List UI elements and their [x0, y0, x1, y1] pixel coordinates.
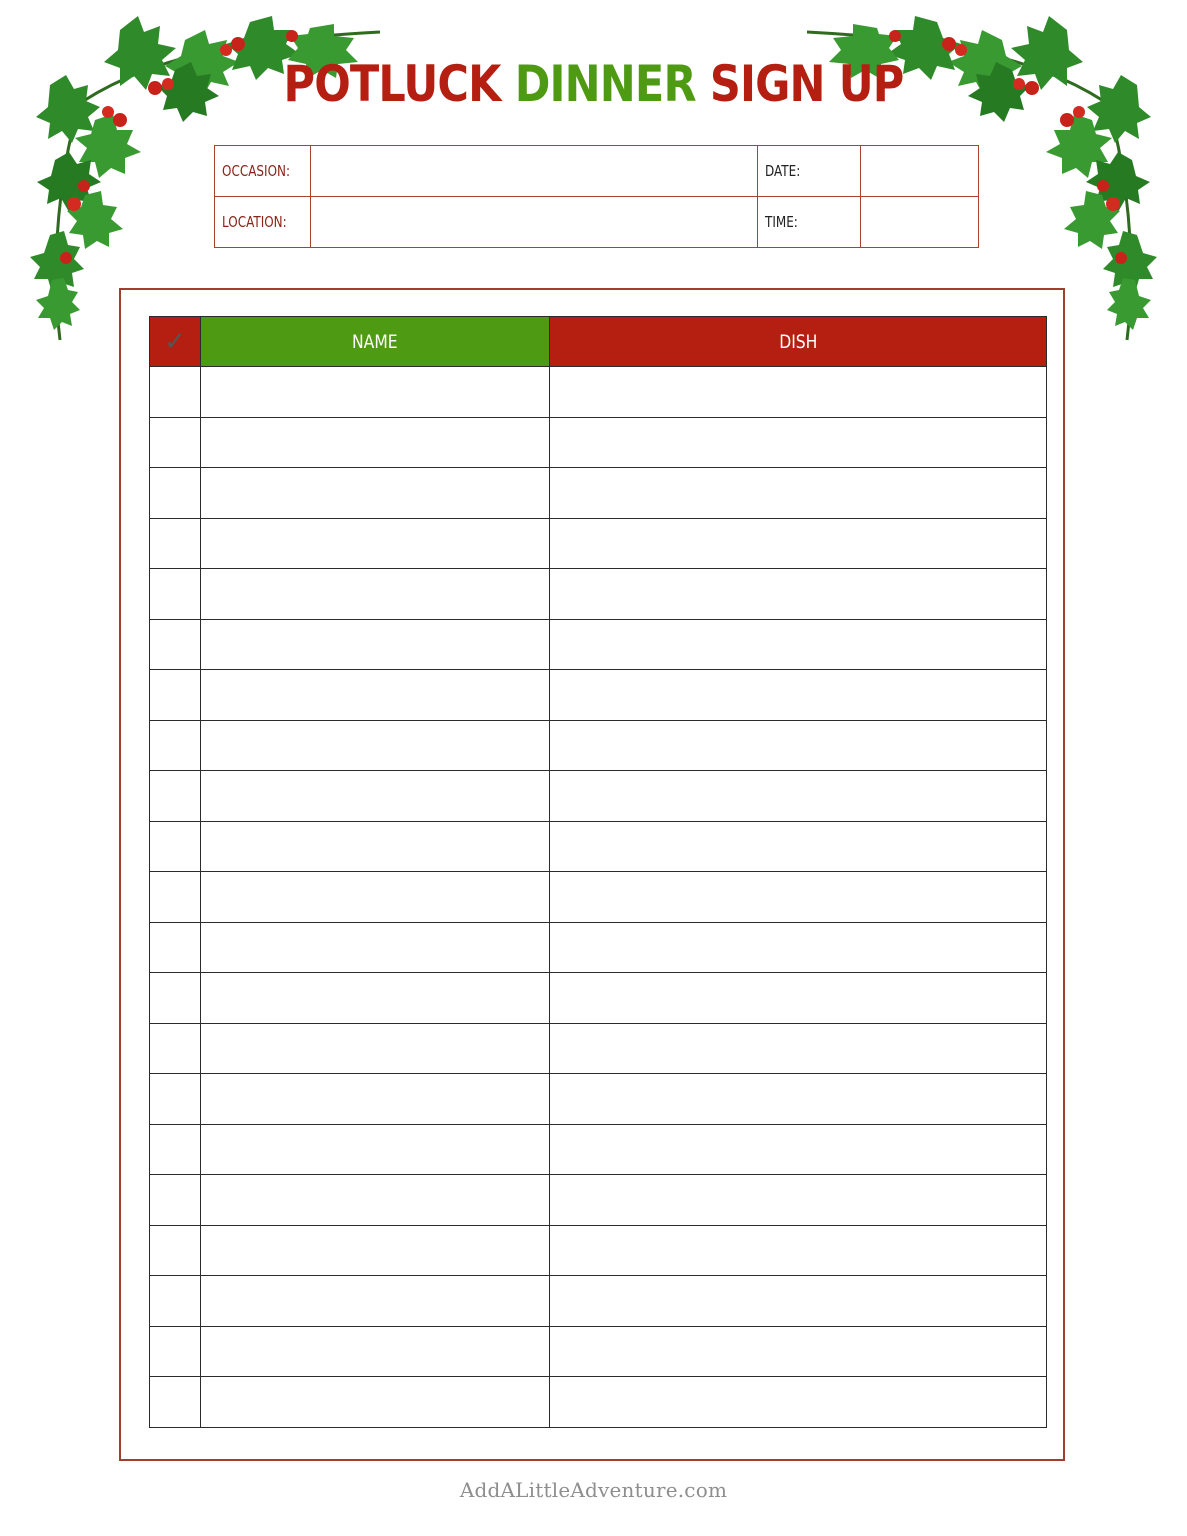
- signup-table: [149, 316, 1047, 1428]
- dish-cell[interactable]: [550, 1377, 1047, 1428]
- table-row: [150, 1225, 1047, 1276]
- name-cell[interactable]: [201, 569, 550, 620]
- name-cell[interactable]: [201, 1124, 550, 1175]
- check-cell[interactable]: [150, 922, 201, 973]
- dish-cell[interactable]: [550, 518, 1047, 569]
- table-row: [150, 1377, 1047, 1428]
- dish-cell[interactable]: [550, 1276, 1047, 1327]
- name-cell[interactable]: [201, 417, 550, 468]
- dish-cell[interactable]: [550, 569, 1047, 620]
- check-cell[interactable]: [150, 1276, 201, 1327]
- dish-cell[interactable]: [550, 720, 1047, 771]
- check-cell[interactable]: [150, 518, 201, 569]
- check-cell[interactable]: [150, 468, 201, 519]
- title-dinner: DINNER: [514, 55, 696, 113]
- name-cell[interactable]: [201, 821, 550, 872]
- name-cell[interactable]: [201, 670, 550, 721]
- name-cell[interactable]: [201, 367, 550, 418]
- occasion-field[interactable]: [311, 146, 758, 197]
- title-sign-up: SIGN UP: [709, 55, 904, 113]
- dish-cell[interactable]: [550, 468, 1047, 519]
- name-cell[interactable]: [201, 1276, 550, 1327]
- event-info-table: [214, 145, 979, 248]
- check-cell[interactable]: [150, 417, 201, 468]
- check-cell[interactable]: [150, 1023, 201, 1074]
- location-row: [215, 197, 979, 248]
- table-row: [150, 1074, 1047, 1125]
- table-row: [150, 872, 1047, 923]
- dish-cell[interactable]: [550, 619, 1047, 670]
- check-cell[interactable]: [150, 1074, 201, 1125]
- check-cell[interactable]: [150, 1326, 201, 1377]
- check-cell[interactable]: [150, 973, 201, 1024]
- signup-header-row: [150, 317, 1047, 367]
- check-cell[interactable]: [150, 619, 201, 670]
- table-row: [150, 417, 1047, 468]
- table-row: [150, 1124, 1047, 1175]
- check-cell[interactable]: [150, 569, 201, 620]
- check-cell[interactable]: [150, 872, 201, 923]
- dish-cell[interactable]: [550, 417, 1047, 468]
- check-cell[interactable]: [150, 1124, 201, 1175]
- date-field[interactable]: [861, 146, 979, 197]
- name-cell[interactable]: [201, 1377, 550, 1428]
- dish-cell[interactable]: [550, 821, 1047, 872]
- dish-cell[interactable]: [550, 771, 1047, 822]
- name-cell[interactable]: [201, 720, 550, 771]
- name-column-header: NAME: [201, 317, 550, 367]
- table-row: [150, 619, 1047, 670]
- table-row: [150, 468, 1047, 519]
- title-potluck: POTLUCK: [283, 55, 501, 113]
- name-cell[interactable]: [201, 1175, 550, 1226]
- check-cell[interactable]: [150, 821, 201, 872]
- check-cell[interactable]: [150, 367, 201, 418]
- table-row: [150, 771, 1047, 822]
- dish-cell[interactable]: [550, 1326, 1047, 1377]
- dish-cell[interactable]: [550, 973, 1047, 1024]
- table-row: [150, 569, 1047, 620]
- checkmark-icon: ✓: [164, 326, 186, 357]
- location-field[interactable]: [311, 197, 758, 248]
- table-row: [150, 367, 1047, 418]
- check-cell[interactable]: [150, 771, 201, 822]
- table-row: [150, 518, 1047, 569]
- dish-cell[interactable]: [550, 1023, 1047, 1074]
- dish-cell[interactable]: [550, 1175, 1047, 1226]
- dish-cell[interactable]: [550, 1225, 1047, 1276]
- name-cell[interactable]: [201, 771, 550, 822]
- dish-cell[interactable]: [550, 922, 1047, 973]
- location-label: LOCATION:: [215, 197, 311, 248]
- dish-cell[interactable]: [550, 670, 1047, 721]
- occasion-label: OCCASION:: [215, 146, 311, 197]
- time-field[interactable]: [861, 197, 979, 248]
- name-cell[interactable]: [201, 518, 550, 569]
- time-label: TIME:: [758, 197, 861, 248]
- check-cell[interactable]: [150, 1225, 201, 1276]
- name-cell[interactable]: [201, 1225, 550, 1276]
- dish-cell[interactable]: [550, 1124, 1047, 1175]
- dish-column-header: DISH: [550, 317, 1047, 367]
- name-cell[interactable]: [201, 872, 550, 923]
- table-row: [150, 1023, 1047, 1074]
- name-cell[interactable]: [201, 619, 550, 670]
- page-title: [83, 52, 1104, 116]
- check-cell[interactable]: [150, 1377, 201, 1428]
- table-row: [150, 1326, 1047, 1377]
- date-label: DATE:: [758, 146, 861, 197]
- table-row: [150, 1276, 1047, 1327]
- name-cell[interactable]: [201, 922, 550, 973]
- table-row: [150, 1175, 1047, 1226]
- name-cell[interactable]: [201, 1326, 550, 1377]
- table-row: [150, 670, 1047, 721]
- check-cell[interactable]: [150, 1175, 201, 1226]
- dish-cell[interactable]: [550, 1074, 1047, 1125]
- check-cell[interactable]: [150, 670, 201, 721]
- dish-cell[interactable]: [550, 367, 1047, 418]
- table-row: [150, 720, 1047, 771]
- footer-website: AddALittleAdventure.com: [459, 1478, 728, 1502]
- name-cell[interactable]: [201, 973, 550, 1024]
- table-row: [150, 922, 1047, 973]
- name-cell[interactable]: [201, 1023, 550, 1074]
- check-cell[interactable]: [150, 720, 201, 771]
- dish-cell[interactable]: [550, 872, 1047, 923]
- table-row: [150, 821, 1047, 872]
- table-row: [150, 973, 1047, 1024]
- occasion-row: [215, 146, 979, 197]
- check-column-header: [150, 317, 201, 367]
- name-cell[interactable]: [201, 1074, 550, 1125]
- name-cell[interactable]: [201, 468, 550, 519]
